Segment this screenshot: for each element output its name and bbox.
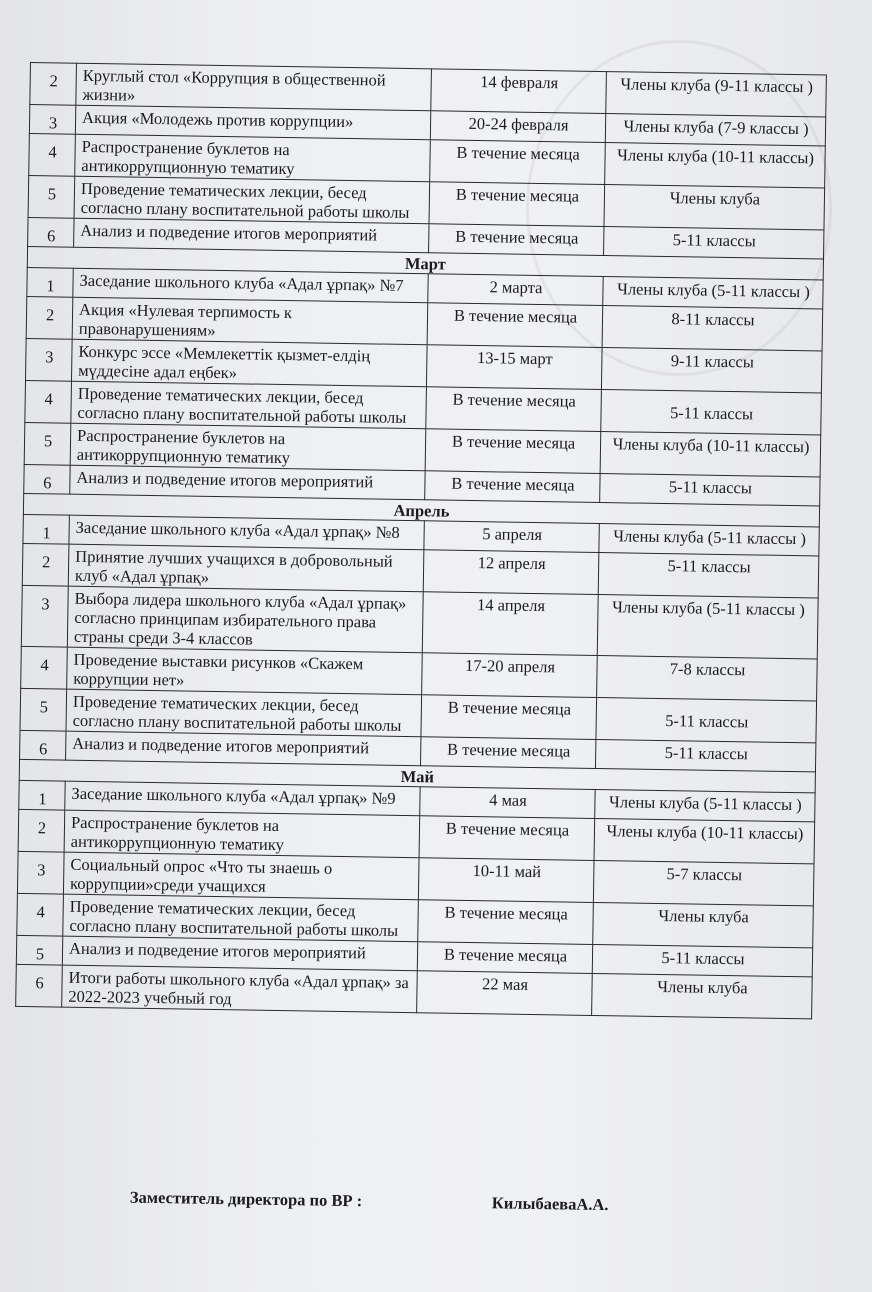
- row-number: 2: [22, 543, 69, 586]
- event-date: В течение месяца: [429, 224, 604, 256]
- event-date: 12 апреля: [423, 550, 599, 595]
- event-participants: Члены клуба (5-11 классы ): [595, 789, 815, 821]
- event-participants: 5-7 классы: [593, 860, 814, 905]
- event-date: В течение месяца: [421, 695, 597, 740]
- row-number: 4: [25, 380, 72, 423]
- event-date: В течение месяца: [419, 816, 595, 861]
- event-participants: Члены клуба (10-11 классы): [594, 818, 815, 863]
- row-number: 3: [21, 585, 68, 647]
- signatory-position: Заместитель директора по ВР :: [129, 1187, 363, 1211]
- event-participants: Члены клуба (5-11 классы ): [599, 523, 819, 555]
- event-plan-table: [15, 62, 827, 1019]
- row-number: 5: [16, 935, 62, 965]
- event-date: 17-20 апреля: [422, 653, 598, 698]
- event-name: Акция «Молодежь против коррупции»: [75, 105, 430, 140]
- event-name: Итоги работы школьного клуба «Адал ұрпақ» за 2022-2023 учебный год: [62, 965, 418, 1013]
- event-name: Социальный опрос «Что ты знаешь о коррупции»среди учащихся: [63, 852, 419, 900]
- event-name: Заседание школьного клуба «Адал ұрпақ» №7: [73, 268, 428, 303]
- event-name: Анализ и подведение итогов мероприятий: [74, 218, 429, 253]
- event-participants: 7-8 классы: [597, 655, 818, 700]
- event-participants: 5-11 классы: [598, 552, 819, 597]
- event-name: Заседание школьного клуба «Адал ұрпақ» №8: [69, 515, 424, 550]
- event-participants: Члены клуба: [593, 902, 814, 947]
- month-header: Март: [27, 246, 823, 280]
- row-number: 1: [19, 780, 65, 810]
- row-number: 2: [18, 809, 65, 852]
- event-participants: 8-11 классы: [602, 306, 823, 351]
- row-number: 3: [17, 851, 64, 894]
- event-participants: Члены клуба: [604, 185, 825, 230]
- event-date: В течение месяца: [420, 737, 595, 769]
- event-date: 20-24 февраля: [430, 111, 605, 143]
- row-number: 5: [24, 422, 71, 465]
- event-date: 4 мая: [420, 787, 595, 819]
- event-participants: Члены клуба (9-11 классы ): [606, 72, 827, 117]
- row-number: 5: [20, 688, 67, 731]
- row-number: 4: [17, 893, 64, 936]
- row-number: 3: [25, 338, 72, 381]
- event-participants: Члены клуба (10-11 классы): [605, 143, 826, 188]
- event-date: В течение месяца: [425, 429, 601, 474]
- event-participants: 5-11 классы: [596, 697, 817, 742]
- event-date: В течение месяца: [427, 303, 603, 348]
- event-participants: 5-11 классы: [592, 944, 812, 976]
- event-date: 14 апреля: [422, 592, 598, 656]
- event-date: В течение месяца: [430, 140, 606, 185]
- event-date: В течение месяца: [429, 182, 605, 227]
- row-number: 6: [20, 730, 66, 760]
- event-name: Заседание школьного клуба «Адал ұрпақ» №9: [65, 781, 420, 816]
- month-header: Май: [19, 759, 815, 793]
- month-header: Апрель: [23, 493, 819, 527]
- event-name: Распространение буклетов на антикоррупционную тематику: [70, 423, 426, 471]
- event-participants: 5-11 классы: [600, 474, 820, 506]
- event-name: Принятие лучших учащихся в добровольный клуб «Адал ұрпақ»: [68, 544, 424, 592]
- row-number: 1: [23, 514, 69, 544]
- row-number: 2: [26, 296, 73, 339]
- row-number: 3: [29, 105, 75, 135]
- event-name: Анализ и подведение итогов мероприятий: [70, 465, 425, 500]
- event-date: 13-15 март: [426, 345, 602, 390]
- event-date: В течение месяца: [418, 900, 594, 945]
- event-date: 5 апреля: [424, 521, 599, 553]
- event-name: Проведение тематических лекции, бесед согласно плану воспитательной работы школы: [63, 894, 419, 942]
- event-name: Акция «Нулевая терпимость к правонарушениям»: [72, 297, 428, 345]
- event-name: Проведение тематических лекции, бесед согласно плану воспитательной работы школы: [71, 381, 427, 429]
- event-date: 14 февраля: [431, 69, 607, 114]
- event-participants: Члены клуба (5-11 классы ): [597, 594, 818, 658]
- event-name: Проведение тематических лекции, бесед согласно плану воспитательной работы школы: [74, 176, 430, 224]
- row-number: 6: [16, 964, 63, 1007]
- event-name: Конкурс эссе «Мемлекеттік қызмет-елдің мүддесіне адал еңбек»: [71, 339, 427, 387]
- event-participants: 5-11 классы: [601, 390, 822, 435]
- event-participants: Члены клуба (5-11 классы ): [603, 277, 823, 309]
- event-name: Проведение выставки рисунков «Скажем коррупции нет»: [67, 647, 423, 695]
- row-number: 2: [30, 63, 77, 106]
- event-name: Анализ и подведение итогов мероприятий: [66, 731, 421, 766]
- row-number: 6: [28, 217, 74, 247]
- event-date: В течение месяца: [417, 942, 592, 974]
- event-name: Круглый стол «Коррупция в общественной жизни»: [76, 63, 432, 111]
- event-participants: 9-11 классы: [601, 348, 822, 393]
- event-date: В течение месяца: [425, 471, 600, 503]
- row-number: 4: [29, 133, 76, 176]
- row-number: 4: [21, 646, 68, 689]
- event-date: 22 мая: [417, 971, 593, 1016]
- event-date: 10-11 май: [418, 858, 594, 903]
- event-participants: 5-11 классы: [595, 739, 815, 771]
- event-participants: 5-11 классы: [604, 227, 824, 259]
- event-name: Распространение буклетов на антикоррупционную тематику: [64, 810, 420, 858]
- event-participants: Члены клуба (7-9 классы ): [605, 114, 825, 146]
- signatory-name: КилыбаеваА.А.: [491, 1193, 609, 1215]
- event-participants: Члены клуба (10-11 классы): [600, 432, 821, 477]
- event-date: В течение месяца: [426, 387, 602, 432]
- row-number: 1: [27, 267, 73, 297]
- event-plan-body: [16, 63, 827, 1019]
- document-sheet: [15, 62, 830, 1019]
- row-number: 5: [28, 175, 75, 218]
- row-number: 6: [24, 464, 70, 494]
- event-name: Проведение тематических лекции, бесед согласно плану воспитательной работы школы: [66, 689, 422, 737]
- event-name: Выбора лидера школьного клуба «Адал ұрпақ» согласно принципам избирательного права страны среди 3-4 классов: [67, 586, 423, 653]
- event-name: Распространение буклетов на антикоррупционную тематику: [75, 134, 431, 182]
- event-participants: Члены клуба: [592, 973, 813, 1018]
- event-date: 2 марта: [428, 274, 603, 306]
- event-name: Анализ и подведение итогов мероприятий: [62, 936, 417, 971]
